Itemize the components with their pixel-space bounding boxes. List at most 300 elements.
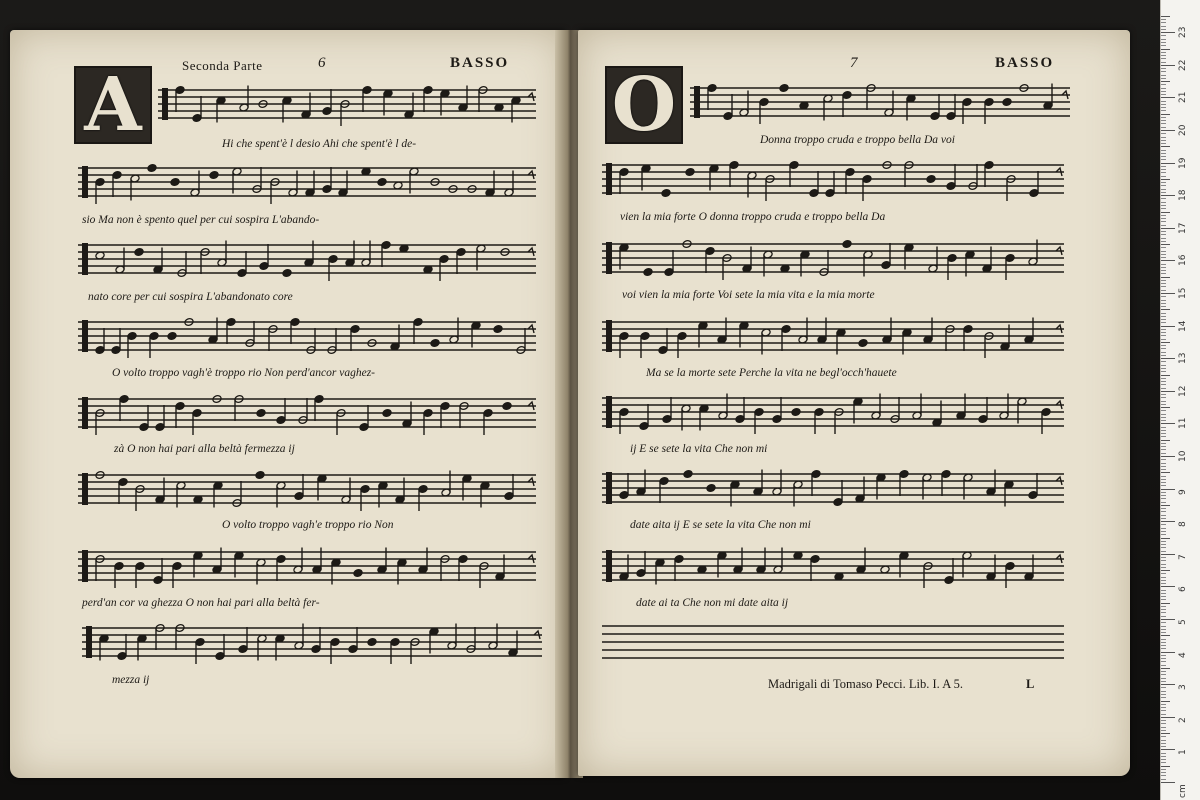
ruler-tick: [1161, 130, 1175, 131]
lyric-line: perd'an cor va ghezza O non hai pari alla beltà fer-: [82, 597, 320, 609]
ruler-tick: [1161, 339, 1166, 340]
ruler-number: 1: [1178, 749, 1188, 756]
ruler-tick: [1161, 485, 1166, 486]
ruler-tick: [1161, 153, 1166, 154]
empty-staff: [602, 620, 1064, 670]
ruler-number: 2: [1178, 717, 1188, 723]
ruler-tick: [1161, 182, 1166, 183]
ruler-tick: [1161, 603, 1170, 604]
ruler-tick: [1161, 772, 1166, 773]
ruler-number: 7: [1178, 554, 1188, 560]
ruler-tick: [1161, 342, 1170, 343]
ruler-tick: [1161, 756, 1166, 757]
ruler-tick: [1161, 449, 1166, 450]
ruler-tick: [1161, 55, 1166, 56]
ruler-tick: [1161, 769, 1166, 770]
ruler-tick: [1161, 146, 1170, 147]
ruler-tick: [1161, 779, 1166, 780]
ruler-tick: [1161, 270, 1166, 271]
ruler-tick: [1161, 332, 1166, 333]
ruler-tick: [1161, 84, 1166, 85]
ruler-tick: [1161, 577, 1166, 578]
music-staff: [158, 78, 536, 134]
ruler-tick: [1161, 397, 1166, 398]
signature-mark: L: [1026, 677, 1035, 691]
ruler-tick: [1161, 482, 1166, 483]
ruler-tick: [1161, 723, 1166, 724]
decorated-initial-right: [605, 62, 683, 148]
ruler-tick: [1161, 355, 1166, 356]
ruler-number: 3: [1178, 684, 1188, 691]
ruler-tick: [1161, 687, 1166, 688]
ruler-number: 23: [1178, 26, 1188, 39]
ruler-tick: [1161, 580, 1166, 581]
ruler-tick: [1161, 616, 1166, 617]
ruler-tick: [1161, 388, 1166, 389]
ruler-tick: [1161, 515, 1166, 516]
ruler-tick: [1161, 453, 1166, 454]
lyric-line: vien la mia forte O donna troppo cruda e troppo bella Da: [620, 211, 886, 223]
ruler-tick: [1161, 443, 1166, 444]
ruler-tick: [1161, 247, 1166, 248]
music-staff: [78, 310, 536, 366]
ruler-tick: [1161, 212, 1170, 213]
ruler-tick: [1161, 202, 1166, 203]
music-staff: [602, 310, 1064, 366]
ruler-tick: [1161, 609, 1166, 610]
ruler-tick: [1161, 231, 1166, 232]
lyric-line: voi vien la mia forte Voi sete la mia vita e la mia morte: [622, 289, 875, 301]
lyric-line: Hi che spent'è l desio Ahi che spent'è l de-: [222, 138, 417, 150]
ruler-tick: [1161, 300, 1166, 301]
ruler-tick: [1161, 286, 1166, 287]
initial-letter: A: [84, 62, 142, 148]
lyric-line: O volto troppo vagh'e troppo rio Non: [222, 519, 394, 531]
ruler-tick: [1161, 133, 1166, 134]
ruler-tick: [1161, 88, 1166, 89]
ruler-tick: [1161, 583, 1166, 584]
ruler-tick: [1161, 521, 1175, 522]
ruler-tick: [1161, 554, 1175, 555]
right-voice-label: BASSO: [995, 55, 1055, 71]
ruler-number: 4: [1178, 651, 1188, 658]
ruler-tick: [1161, 101, 1166, 102]
ruler-tick: [1161, 511, 1166, 512]
measurement-ruler: [1160, 0, 1200, 800]
ruler-tick: [1161, 590, 1166, 591]
ruler-tick: [1161, 260, 1175, 261]
ruler-number: 20: [1178, 124, 1188, 136]
ruler-tick: [1161, 156, 1166, 157]
ruler-tick: [1161, 753, 1166, 754]
ruler-tick: [1161, 489, 1175, 490]
ruler-tick: [1161, 612, 1166, 613]
ruler-tick: [1161, 104, 1166, 105]
lyric-line: mezza ij: [112, 674, 150, 686]
ruler-tick: [1161, 277, 1170, 278]
ruler-tick: [1161, 228, 1175, 229]
ruler-tick: [1161, 427, 1166, 428]
ruler-tick: [1161, 697, 1166, 698]
ruler-tick: [1161, 472, 1170, 473]
ruler-tick: [1161, 632, 1166, 633]
ruler-tick: [1161, 407, 1170, 408]
ruler-tick: [1161, 538, 1170, 539]
ruler-tick: [1161, 430, 1166, 431]
ruler-tick: [1161, 762, 1166, 763]
ruler-tick: [1161, 97, 1175, 98]
ruler-tick: [1161, 120, 1166, 121]
music-staff: [78, 387, 536, 443]
ruler-number: 12: [1178, 385, 1188, 397]
music-staff: [690, 76, 1070, 132]
ruler-tick: [1161, 221, 1166, 222]
ruler-tick: [1161, 296, 1166, 297]
ruler-tick: [1161, 257, 1166, 258]
ruler-tick: [1161, 733, 1170, 734]
ruler-tick: [1161, 599, 1166, 600]
ruler-tick: [1161, 348, 1166, 349]
lyric-line: Ma se la morte sete Perche la vita ne begl'occh'hauete: [646, 367, 897, 379]
ruler-tick: [1161, 541, 1166, 542]
ruler-tick: [1161, 531, 1166, 532]
ruler-tick: [1161, 241, 1166, 242]
ruler-tick: [1161, 78, 1166, 79]
ruler-tick: [1161, 642, 1166, 643]
ruler-tick: [1161, 39, 1166, 40]
ruler-tick: [1161, 727, 1166, 728]
left-voice-label: BASSO: [450, 55, 510, 71]
ruler-tick: [1161, 22, 1166, 23]
ruler-tick: [1161, 701, 1170, 702]
ruler-tick: [1161, 404, 1166, 405]
ruler-tick: [1161, 414, 1166, 415]
ruler-unit: cm: [1178, 784, 1188, 798]
ruler-tick: [1161, 208, 1166, 209]
ruler-tick: [1161, 319, 1166, 320]
ruler-tick: [1161, 267, 1166, 268]
ruler-tick: [1161, 544, 1166, 545]
ruler-tick: [1161, 564, 1166, 565]
ruler-tick: [1161, 652, 1175, 653]
music-staff: [602, 153, 1064, 209]
ruler-tick: [1161, 498, 1166, 499]
ruler-tick: [1161, 547, 1166, 548]
ruler-tick: [1161, 743, 1166, 744]
ruler-number: 22: [1178, 59, 1188, 71]
ruler-number: 16: [1178, 254, 1188, 267]
right-folio: 7: [850, 55, 858, 71]
ruler-tick: [1161, 655, 1166, 656]
music-staff: [602, 386, 1064, 442]
ruler-tick: [1161, 691, 1166, 692]
ruler-tick: [1161, 29, 1166, 30]
ruler-tick: [1161, 560, 1166, 561]
ruler-tick: [1161, 694, 1166, 695]
ruler-tick: [1161, 169, 1166, 170]
music-staff: [78, 156, 536, 212]
ruler-tick: [1161, 368, 1166, 369]
ruler-number: 19: [1178, 157, 1188, 169]
ruler-number: 15: [1178, 287, 1188, 299]
ruler-number: 5: [1178, 619, 1188, 625]
ruler-tick: [1161, 463, 1166, 464]
ruler-tick: [1161, 378, 1166, 379]
ruler-tick: [1161, 573, 1166, 574]
ruler-tick: [1161, 495, 1166, 496]
ruler-tick: [1161, 52, 1166, 53]
ruler-tick: [1161, 678, 1166, 679]
ruler-number: 6: [1178, 586, 1188, 593]
ruler-tick: [1161, 440, 1170, 441]
ruler-tick: [1161, 45, 1166, 46]
ruler-tick: [1161, 551, 1166, 552]
ruler-tick: [1161, 375, 1170, 376]
ruler-tick: [1161, 717, 1175, 718]
ruler-tick: [1161, 215, 1166, 216]
ruler-tick: [1161, 71, 1166, 72]
ruler-tick: [1161, 707, 1166, 708]
ruler-tick: [1161, 505, 1170, 506]
ruler-tick: [1161, 159, 1166, 160]
ruler-tick: [1161, 218, 1166, 219]
ruler-tick: [1161, 290, 1166, 291]
ruler-tick: [1161, 361, 1166, 362]
ruler-tick: [1161, 238, 1166, 239]
ruler-tick: [1161, 293, 1175, 294]
ruler-tick: [1161, 322, 1166, 323]
ruler-number: 21: [1178, 91, 1188, 104]
ruler-tick: [1161, 619, 1175, 620]
ruler-tick: [1161, 35, 1166, 36]
ruler-tick: [1161, 309, 1170, 310]
initial-letter: O: [611, 62, 677, 148]
ruler-number: 9: [1178, 488, 1188, 495]
ruler-tick: [1161, 622, 1166, 623]
ruler-tick: [1161, 313, 1166, 314]
lyric-line: Donna troppo cruda e troppo bella Da voi: [760, 134, 955, 146]
ruler-tick: [1161, 466, 1166, 467]
ruler-tick: [1161, 684, 1175, 685]
ruler-tick: [1161, 358, 1175, 359]
ruler-tick: [1161, 345, 1166, 346]
ruler-tick: [1161, 179, 1170, 180]
left-folio: 6: [318, 55, 326, 71]
lyric-line: ij E se sete la vita Che non mi: [630, 443, 768, 455]
ruler-tick: [1161, 283, 1166, 284]
ruler-tick: [1161, 391, 1175, 392]
ruler-tick: [1161, 384, 1166, 385]
ruler-tick: [1161, 326, 1175, 327]
ruler-tick: [1161, 593, 1166, 594]
ruler-tick: [1161, 479, 1166, 480]
ruler-tick: [1161, 586, 1175, 587]
ruler-tick: [1161, 172, 1166, 173]
ruler-tick: [1161, 75, 1166, 76]
ruler-tick: [1161, 710, 1166, 711]
ruler-tick: [1161, 110, 1166, 111]
ruler-tick: [1161, 143, 1166, 144]
ruler-tick: [1161, 508, 1166, 509]
ruler-tick: [1161, 446, 1166, 447]
ruler-tick: [1161, 606, 1166, 607]
ruler-tick: [1161, 648, 1166, 649]
ruler-tick: [1161, 192, 1166, 193]
lyric-line: O volto troppo vagh'è troppo rio Non perd'ancor vaghez-: [112, 367, 376, 379]
ruler-tick: [1161, 433, 1166, 434]
ruler-tick: [1161, 280, 1166, 281]
ruler-tick: [1161, 720, 1166, 721]
ruler-tick: [1161, 58, 1166, 59]
ruler-tick: [1161, 91, 1166, 92]
music-staff: [78, 233, 536, 289]
ruler-tick: [1161, 273, 1166, 274]
ruler-tick: [1161, 635, 1170, 636]
ruler-tick: [1161, 714, 1166, 715]
ruler-tick: [1161, 107, 1166, 108]
ruler-tick: [1161, 335, 1166, 336]
ruler-tick: [1161, 329, 1166, 330]
lyric-line: zà O non hai pari alla beltà fermezza ij: [114, 443, 295, 455]
ruler-tick: [1161, 81, 1170, 82]
ruler-tick: [1161, 205, 1166, 206]
music-staff: [78, 463, 536, 519]
ruler-tick: [1161, 658, 1166, 659]
ruler-tick: [1161, 518, 1166, 519]
ruler-tick: [1161, 671, 1166, 672]
ruler-tick: [1161, 264, 1166, 265]
ruler-tick: [1161, 645, 1166, 646]
ruler-tick: [1161, 626, 1166, 627]
ruler-tick: [1161, 661, 1166, 662]
ruler-tick: [1161, 198, 1166, 199]
ruler-tick: [1161, 420, 1166, 421]
ruler-tick: [1161, 68, 1166, 69]
ruler-tick: [1161, 140, 1166, 141]
ruler-tick: [1161, 234, 1166, 235]
ruler-tick: [1161, 195, 1175, 196]
ruler-tick: [1161, 163, 1175, 164]
ruler-tick: [1161, 469, 1166, 470]
music-staff: [82, 616, 542, 672]
ruler-tick: [1161, 306, 1166, 307]
ruler-tick: [1161, 244, 1170, 245]
ruler-tick: [1161, 352, 1166, 353]
ruler-tick: [1161, 759, 1166, 760]
ruler-tick: [1161, 775, 1166, 776]
ruler-tick: [1161, 410, 1166, 411]
lyric-line: sio Ma non è spento quel per cui sospira L'abando-: [82, 214, 320, 226]
ruler-tick: [1161, 476, 1166, 477]
ruler-tick: [1161, 502, 1166, 503]
ruler-tick: [1161, 254, 1166, 255]
ruler-number: 18: [1178, 189, 1188, 202]
decorated-initial-left: [74, 62, 152, 148]
lyric-line: date ai ta Che non mi date aita ij: [636, 597, 789, 609]
ruler-tick: [1161, 127, 1166, 128]
ruler-tick: [1161, 534, 1166, 535]
ruler-tick: [1161, 94, 1166, 95]
ruler-tick: [1161, 137, 1166, 138]
ruler-tick: [1161, 303, 1166, 304]
ruler-tick: [1161, 166, 1166, 167]
part-title: Seconda Parte: [182, 58, 263, 73]
ruler-tick: [1161, 401, 1166, 402]
ruler-tick: [1161, 746, 1166, 747]
ruler-tick: [1161, 681, 1166, 682]
ruler-tick: [1161, 316, 1166, 317]
ruler-tick: [1161, 42, 1166, 43]
ruler-tick: [1161, 26, 1166, 27]
ruler-tick: [1161, 704, 1166, 705]
ruler-tick: [1161, 49, 1170, 50]
ruler-tick: [1161, 567, 1166, 568]
ruler-number: 14: [1178, 320, 1188, 332]
ruler-tick: [1161, 16, 1170, 17]
ruler-tick: [1161, 674, 1166, 675]
ruler-tick: [1161, 114, 1170, 115]
ruler-tick: [1161, 150, 1166, 151]
ruler-tick: [1161, 459, 1166, 460]
ruler-tick: [1161, 176, 1166, 177]
ruler-tick: [1161, 225, 1166, 226]
ruler-tick: [1161, 524, 1166, 525]
ruler-number: 11: [1178, 417, 1188, 430]
ruler-tick: [1161, 730, 1166, 731]
ruler-tick: [1161, 436, 1166, 437]
ruler-tick: [1161, 19, 1166, 20]
ruler-number: 17: [1178, 222, 1188, 234]
music-staff: [602, 462, 1064, 518]
ruler-tick: [1161, 557, 1166, 558]
ruler-tick: [1161, 365, 1166, 366]
music-staff: [602, 540, 1064, 596]
ruler-tick: [1161, 665, 1166, 666]
ruler-tick: [1161, 456, 1175, 457]
ruler-tick: [1161, 251, 1166, 252]
ruler-tick: [1161, 639, 1166, 640]
ruler-number: 13: [1178, 352, 1188, 365]
ruler-tick: [1161, 123, 1166, 124]
ruler-tick: [1161, 570, 1170, 571]
ruler-tick: [1161, 596, 1166, 597]
ruler-tick: [1161, 736, 1166, 737]
ruler-tick: [1161, 423, 1175, 424]
colophon-footer: Madrigali di Tomaso Pecci. Lib. I. A 5.: [768, 677, 964, 691]
ruler-tick: [1161, 185, 1166, 186]
ruler-tick: [1161, 766, 1170, 767]
ruler-tick: [1161, 528, 1166, 529]
ruler-tick: [1161, 740, 1166, 741]
lyric-line: nato core per cui sospira L'abandonato core: [88, 291, 293, 303]
ruler-tick: [1161, 668, 1170, 669]
music-staff: [78, 540, 536, 596]
ruler-tick: [1161, 629, 1166, 630]
ruler-tick: [1161, 371, 1166, 372]
ruler-tick: [1161, 749, 1175, 750]
ruler-tick: [1161, 381, 1166, 382]
music-staff: [602, 232, 1064, 288]
ruler-tick: [1161, 189, 1166, 190]
lyric-line: date aita ij E se sete la vita Che non mi: [630, 519, 811, 531]
ruler-tick: [1161, 394, 1166, 395]
ruler-tick: [1161, 782, 1175, 783]
ruler-tick: [1161, 117, 1166, 118]
ruler-number: 8: [1178, 521, 1188, 528]
ruler-tick: [1161, 417, 1166, 418]
ruler-tick: [1161, 65, 1175, 66]
ruler-tick: [1161, 62, 1166, 63]
